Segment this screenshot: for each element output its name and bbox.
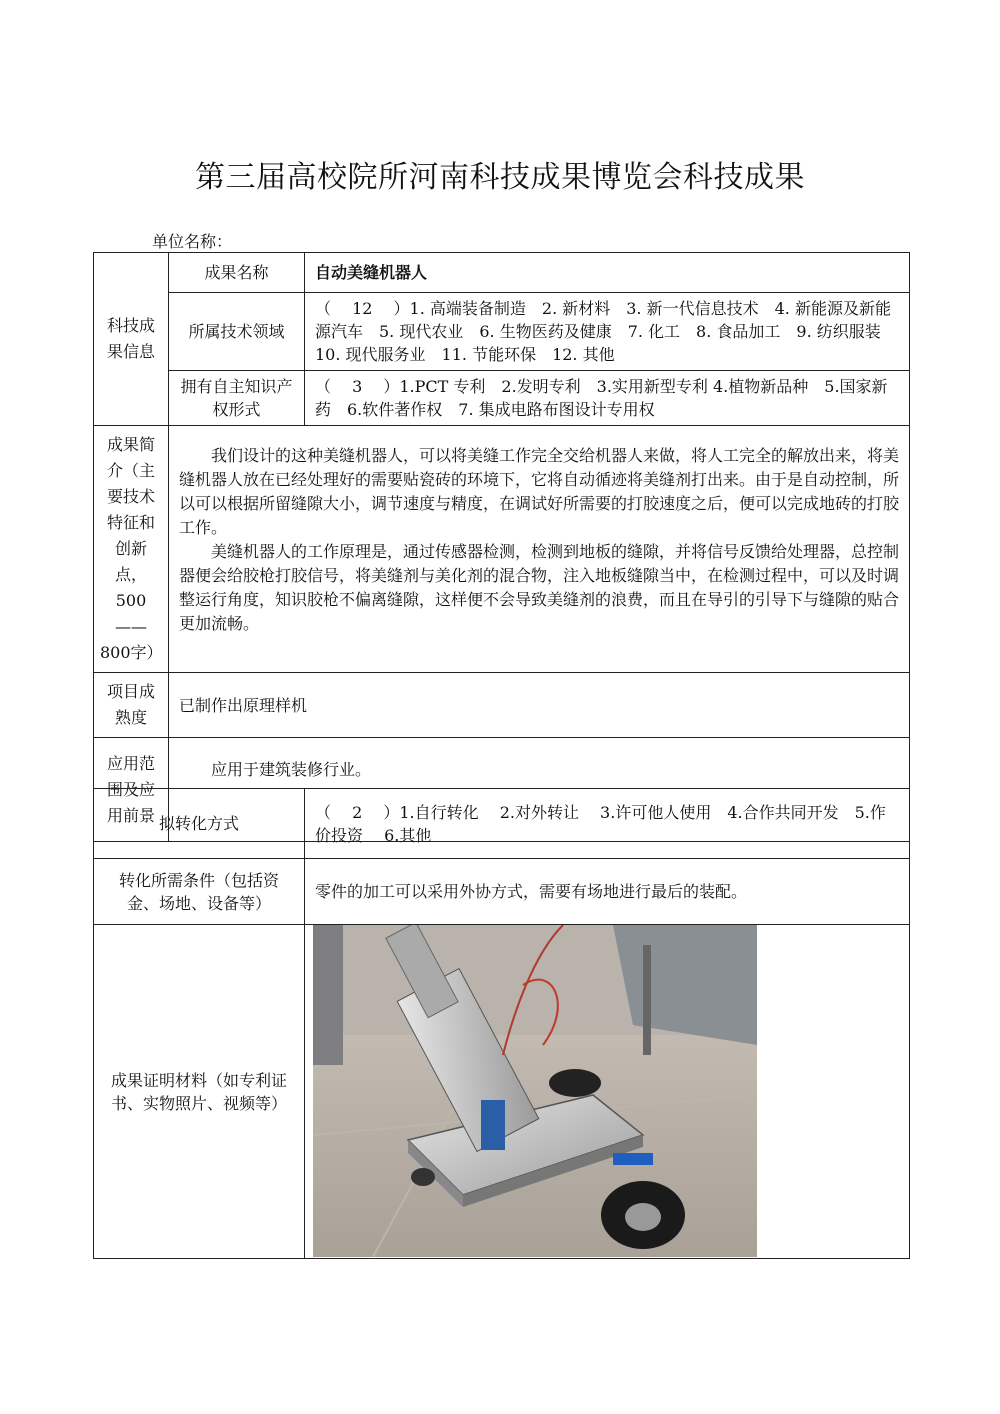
row-maturity: [94, 673, 910, 738]
intro-body: [169, 426, 910, 673]
page-title: 第三届高校院所河南科技成果博览会科技成果: [195, 160, 805, 195]
name-value: 自动美缝机器人: [305, 253, 910, 293]
application-label: 应用范围及应用前景: [94, 738, 169, 842]
section-label-info: 科技成果信息: [94, 253, 169, 426]
ip-label: 拥有自主知识产权形式: [169, 371, 305, 426]
robot-photo: [313, 925, 757, 1257]
row-intro: [94, 426, 910, 673]
intro-paragraph-1: 我们设计的这种美缝机器人，可以将美缝工作完全交给机器人来做，将人工完全的解放出来，将美缝机器人放在已经处理好的需要贴瓷砖的环境下，它将自动循迹将美缝剂打出来。由于是自动控制，所以可以根据所留缝隙大小，调节速度与精度，在调试好所需要的打胶速度之后，便可以完成地砖的打胶工作。: [179, 446, 900, 537]
unit-name-label: 单位名称：: [152, 232, 233, 251]
application-value: 应用于建筑装修行业。: [211, 760, 372, 779]
row-achievement-name: [94, 253, 910, 293]
conditions-value: 零件的加工可以采用外协方式，需要有场地进行最后的装配。: [305, 859, 910, 925]
intro-label: 成果简介（主要技术特征和创新点，500——800字）: [94, 426, 169, 673]
achievement-form: [93, 252, 910, 842]
maturity-label: 项目成熟度: [94, 673, 169, 738]
row-conditions: [94, 859, 910, 925]
row-ip-form: [94, 371, 910, 426]
proof-label: 成果证明材料（如专利证书、实物照片、视频等）: [94, 925, 305, 1259]
proof-photo-cell: [305, 925, 910, 1259]
name-label: 成果名称: [169, 253, 305, 293]
row-transfer: [94, 789, 910, 859]
conditions-label: 转化所需条件（包括资金、场地、设备等）: [94, 859, 305, 925]
transfer-label: 拟转化方式: [94, 789, 305, 859]
intro-paragraph-2: 美缝机器人的工作原理是，通过传感器检测，检测到地板的缝隙，并将信号反馈给处理器，总控制器便会给胶枪打胶信号，将美缝剂与美化剂的混合物，注入地板缝隙当中，在检测过程中，可以及时调整运行角度，知识胶枪不偏离缝隙，这样便不会导致美缝剂的浪费，而且在导引的引导下与缝隙的贴合更加流畅。: [179, 542, 900, 633]
transfer-value: （ 2 ）1.自行转化 2.对外转让 3.许可他人使用 4.合作共同开发 5.作价投资 6.其他: [305, 789, 910, 859]
ip-value: （ 3 ）1.PCT 专利 2.发明专利 3.实用新型专利 4.植物新品种 5.国家新药 6.软件著作权 7. 集成电路布图设计专用权: [305, 371, 910, 426]
field-value: （ 12 ）1. 高端装备制造 2. 新材料 3. 新一代信息技术 4. 新能源及新能源汽车 5. 现代农业 6. 生物医药及健康 7. 化工 8. 食品加工 9. 纺织服装 10. 现代服务业 11. 节能环保 12. 其他: [305, 293, 910, 371]
transfer-form: [93, 788, 910, 1259]
row-tech-field: [94, 293, 910, 371]
row-proof: [94, 925, 910, 1259]
field-label: 所属技术领域: [169, 293, 305, 371]
maturity-value: 已制作出原理样机: [169, 673, 910, 738]
